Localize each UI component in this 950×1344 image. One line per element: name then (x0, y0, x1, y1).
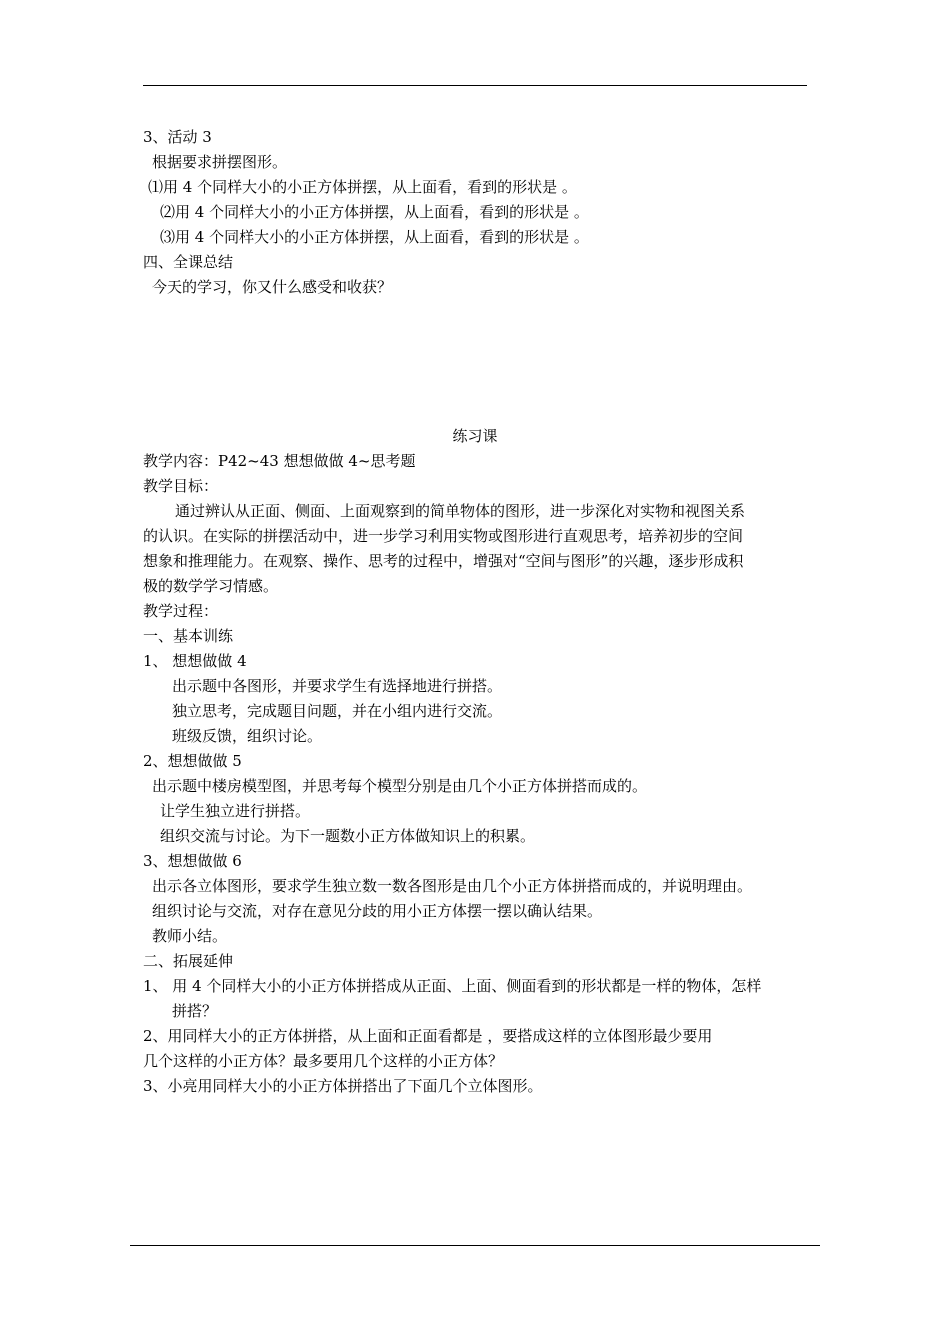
exercise6-line: 出示各立体图形，要求学生独立数一数各图形是由几个小正方体拼搭而成的，并说明理由。 (152, 877, 753, 895)
extension-1-line1: 1、 用 4 个同样大小的小正方体拼搭成从正面、上面、侧面看到的形状都是一样的物体，怎样 (143, 977, 762, 995)
exercise5-title: 2、想想做做 5 (143, 752, 242, 770)
footer-rule (130, 1245, 820, 1246)
exercise4-line: 独立思考，完成题目问题，并在小组内进行交流。 (172, 702, 503, 720)
part1-heading: 一、基本训练 (143, 627, 234, 645)
activity3-intro: 根据要求拼摆图形。 (152, 153, 288, 171)
exercise4-title: 1、 想想做做 4 (143, 652, 247, 670)
activity3-item-3: ⑶用 4 个同样大小的小正方体拼摆，从上面看，看到的形状是 。 (160, 228, 589, 246)
goals-label: 教学目标： (143, 477, 219, 495)
extension-2-line1: 2、用同样大小的正方体拼搭，从上面和正面看都是 ，要搭成这样的立体图形最少要用 (143, 1027, 713, 1045)
process-label: 教学过程： (143, 602, 219, 620)
exercise6-title: 3、想想做做 6 (143, 852, 242, 870)
goals-line: 通过辨认从正面、侧面、上面观察到的简单物体的图形，进一步深化对实物和视图关系 (175, 502, 746, 520)
exercise5-line: 组织交流与讨论。为下一题数小正方体做知识上的积累。 (160, 827, 536, 845)
summary-heading: 四、全课总结 (143, 253, 234, 271)
lesson-title: 练习课 (452, 427, 498, 445)
exercise6-line: 组织讨论与交流，对存在意见分歧的用小正方体摆一摆以确认结果。 (152, 902, 603, 920)
exercise6-line: 教师小结。 (152, 927, 228, 945)
exercise4-line: 出示题中各图形，并要求学生有选择地进行拼搭。 (172, 677, 503, 695)
goals-line: 的认识。在实际的拼摆活动中，进一步学习利用实物或图形进行直观思考，培养初步的空间 (143, 527, 744, 545)
extension-3-line: 3、小亮用同样大小的小正方体拼搭出了下面几个立体图形。 (143, 1077, 543, 1095)
part2-heading: 二、拓展延伸 (143, 952, 234, 970)
lesson-content: 教学内容：P42~43 想想做做 4~思考题 (143, 452, 416, 470)
goals-line: 极的数学学习情感。 (143, 577, 279, 595)
header-rule (143, 85, 807, 86)
activity3-item-1: ⑴用 4 个同样大小的小正方体拼摆，从上面看，看到的形状是 。 (148, 178, 577, 196)
exercise4-line: 班级反馈，组织讨论。 (172, 727, 323, 745)
extension-2-line2: 几个这样的小正方体？最多要用几个这样的小正方体？ (143, 1052, 504, 1070)
exercise5-line: 让学生独立进行拼搭。 (160, 802, 311, 820)
exercise5-line: 出示题中楼房模型图，并思考每个模型分别是由几个小正方体拼搭而成的。 (152, 777, 648, 795)
extension-1-line2: 拼搭？ (172, 1002, 218, 1020)
goals-line: 想象和推理能力。在观察、操作、思考的过程中，增强对“空间与图形”的兴趣，逐步形成积 (143, 552, 744, 570)
activity3-title: 3、活动 3 (143, 128, 212, 146)
activity3-item-2: ⑵用 4 个同样大小的小正方体拼摆，从上面看，看到的形状是 。 (160, 203, 589, 221)
summary-text: 今天的学习，你又什么感受和收获？ (152, 278, 393, 296)
